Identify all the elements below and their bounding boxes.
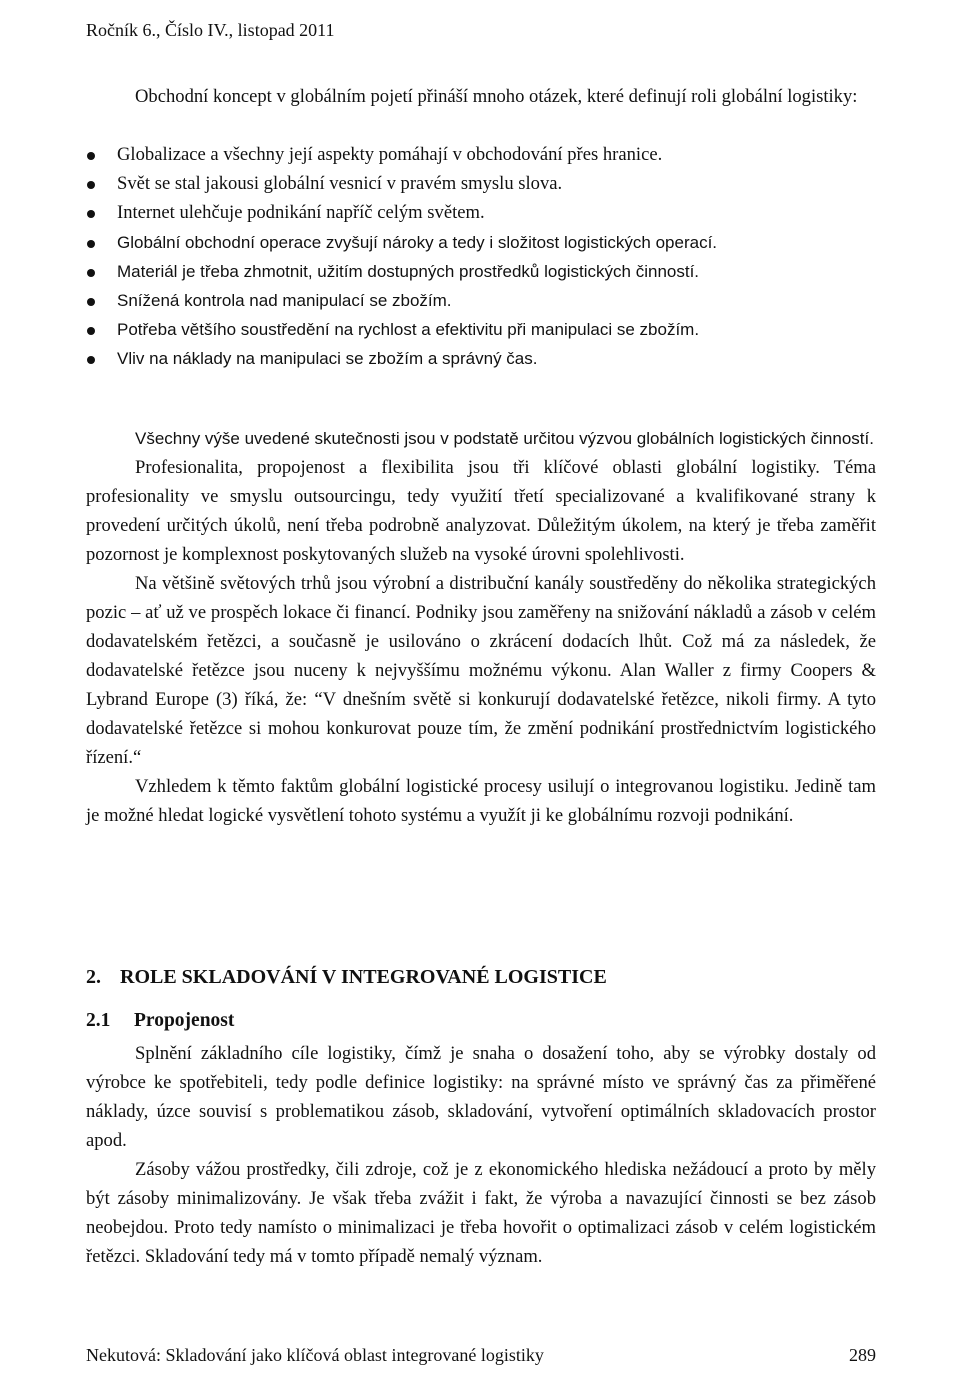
paragraph: Vzhledem k těmto faktům globální logistické procesy usilují o integrovanou logistiku. Jedině tam je možné hledat logické vysvětlení tohoto systému a využít ji ke globálnímu rozvoji podnikání. xyxy=(86,776,876,826)
section-heading xyxy=(86,966,607,989)
intro-text: Obchodní koncept v globálním pojetí přináší mnoho otázek, které definují roli globální logistiky: xyxy=(135,86,858,107)
list-item-text: Internet ulehčuje podnikání napříč celým světem. xyxy=(117,202,485,224)
list-item xyxy=(86,286,876,315)
section-title: ROLE SKLADOVÁNÍ V INTEGROVANÉ LOGISTICE xyxy=(120,966,607,988)
list-item xyxy=(86,315,876,344)
list-item xyxy=(86,257,876,286)
list-item-text: Materiál je třeba zhmotnit, užitím dostupných prostředků logistických činností. xyxy=(117,261,700,281)
bullet-icon xyxy=(87,210,95,218)
footer-text: Nekutová: Skladování jako klíčová oblast integrované logistiky xyxy=(86,1345,544,1365)
list-item xyxy=(86,140,876,169)
list-item-text: Vliv na náklady na manipulaci se zbožím a správný čas. xyxy=(117,349,538,369)
list-item-text: Potřeba většího soustředění na rychlost a efektivitu při manipulaci se zbožím. xyxy=(117,320,700,340)
subsection-heading xyxy=(86,1010,234,1032)
list-item xyxy=(86,344,876,373)
bullet-icon xyxy=(87,356,95,364)
subsection-title: Propojenost xyxy=(134,1010,235,1031)
bullet-icon xyxy=(87,240,95,248)
bullet-icon xyxy=(87,327,95,335)
page-number: 289 xyxy=(849,1345,876,1365)
intro-paragraph xyxy=(86,82,876,112)
bullet-list xyxy=(86,140,876,374)
paragraph: Všechny výše uvedené skutečnosti jsou v podstatě určitou výzvou globálních logistických činností. xyxy=(135,429,874,448)
bullet-icon xyxy=(87,298,95,306)
section-number: 2. xyxy=(86,966,101,988)
body-text-section-1 xyxy=(86,424,876,830)
list-item xyxy=(86,198,876,227)
paragraph: Profesionalita, propojenost a flexibilita jsou tři klíčové oblasti globální logistiky. Téma profesionality ve smyslu outsourcingu, tedy využití třetí specializované a kvalifikované strany k provedení určitých úkolů, není třeba podrobně analyzovat. Důležitým úkolem, na který je třeba zaměřit pozornost je komplexnost poskytovaných služeb na vysoké úrovni spolehlivosti. xyxy=(86,457,876,565)
paragraph: Zásoby vážou prostředky, čili zdroje, což je z ekonomického hlediska nežádoucí a proto by měly být zásoby minimalizovány. Je však třeba zvážit i fakt, že výroba a navazující činnosti se bez zásob neobejdou. Proto tedy namísto o minimalizaci je třeba hovořit o optimalizaci zásob v celém logistickém řetězci. Skladování tedy má v tomto případě nemalý význam. xyxy=(86,1159,876,1267)
list-item-text: Globální obchodní operace zvyšují nároky a tedy i složitost logistických operací. xyxy=(117,232,718,252)
body-text-section-2 xyxy=(86,1039,876,1271)
running-footer xyxy=(86,1345,876,1366)
paragraph: Splnění základního cíle logistiky, čímž je snaha o dosažení toho, aby se výrobky dostaly od výrobce ke spotřebiteli, tedy podle definice logistiky: na správné místo ve správný čas za přiměřené náklady, úzce souvisí s problematikou zásob, skladování, vytvoření optimálních skladovacích prostor apod. xyxy=(86,1043,876,1151)
bullet-icon xyxy=(87,181,95,189)
list-item-text: Snížená kontrola nad manipulací se zbožím. xyxy=(117,290,452,310)
subsection-number: 2.1 xyxy=(86,1010,111,1031)
list-item xyxy=(86,228,876,257)
list-item xyxy=(86,169,876,198)
list-item-text: Globalizace a všechny její aspekty pomáhají v obchodování přes hranice. xyxy=(117,144,663,165)
bullet-icon xyxy=(87,269,95,277)
list-item-text: Svět se stal jakousi globální vesnicí v pravém smyslu slova. xyxy=(117,173,563,195)
running-header: Ročník 6., Číslo IV., listopad 2011 xyxy=(86,20,335,40)
paragraph: Na většině světových trhů jsou výrobní a distribuční kanály soustředěny do několika strategických pozic – ať už ve prospěch lokace či financí. Podniky jsou zaměřeny na snižování nákladů a zásob v celém dodavatelském řetězci, a současně je usilováno o zkrácení dodacích lhůt. Což má za následek, že dodavatelské řetězce jsou nuceny k nejvyššímu možnému výkonu. Alan Waller z firmy Coopers & Lybrand Europe (3) říká, že: “V dnešním světě si konkurují dodavatelské řetězce, nikoli firmy. A tyto dodavatelské řetězce si mohou konkurovat pouze tím, že změní podnikání prostřednictvím logistického řízení.“ xyxy=(86,573,876,768)
bullet-icon xyxy=(87,152,95,160)
